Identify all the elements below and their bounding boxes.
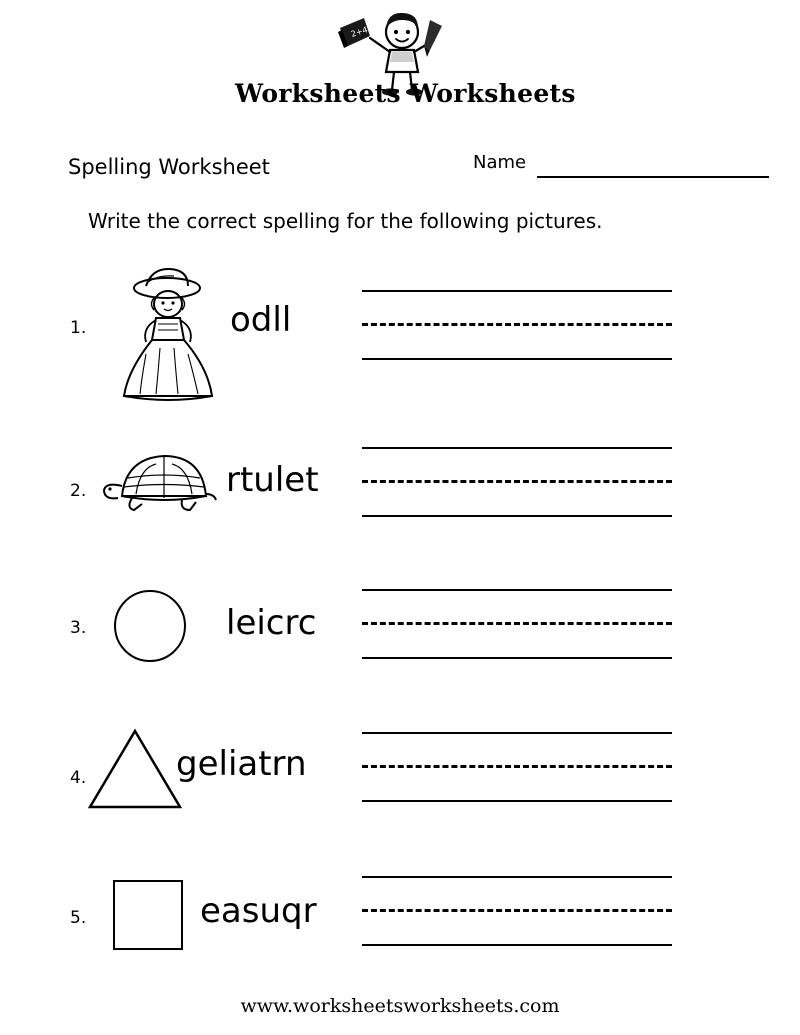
scrambled-word: geliatrn [176,744,307,784]
scrambled-word: easuqr [200,891,317,931]
answer-line-bottom [362,358,672,360]
answer-line-top [362,876,672,878]
answer-line-top [362,290,672,292]
scrambled-word: leicrc [226,603,317,643]
svg-text:2+4: 2+4 [349,25,369,39]
circle-shape-icon [114,590,186,662]
answer-line-middle-dashed [362,622,672,625]
scrambled-word: rtulet [226,460,319,500]
answer-lines[interactable] [362,732,672,804]
problem-number: 1. [70,318,87,338]
answer-line-middle-dashed [362,480,672,483]
logo-text: Worksheets Worksheets [235,79,576,108]
answer-line-middle-dashed [362,909,672,912]
square-shape-icon [113,880,183,950]
problem-number: 3. [70,618,87,638]
answer-line-top [362,447,672,449]
site-logo [0,8,800,118]
problem-number: 5. [70,908,87,928]
answer-line-middle-dashed [362,323,672,326]
name-input-line[interactable] [537,176,769,178]
answer-line-middle-dashed [362,765,672,768]
answer-line-bottom [362,657,672,659]
answer-line-bottom [362,515,672,517]
answer-line-top [362,732,672,734]
answer-line-bottom [362,944,672,946]
problem-number: 4. [70,768,87,788]
answer-lines[interactable] [362,447,672,519]
footer-url: www.worksheetsworksheets.com [240,995,560,1017]
turtle-illustration-icon [96,442,222,518]
scrambled-word: odll [230,300,292,340]
answer-lines[interactable] [362,290,672,362]
answer-line-top [362,589,672,591]
instructions-text: Write the correct spelling for the following pictures. [88,209,603,233]
answer-line-bottom [362,800,672,802]
name-label: Name [473,152,527,173]
page-title: Spelling Worksheet [68,155,270,179]
triangle-shape-icon [86,727,184,815]
problem-number: 2. [70,481,87,501]
doll-illustration-icon [112,262,222,411]
answer-lines[interactable] [362,589,672,661]
answer-lines[interactable] [362,876,672,948]
